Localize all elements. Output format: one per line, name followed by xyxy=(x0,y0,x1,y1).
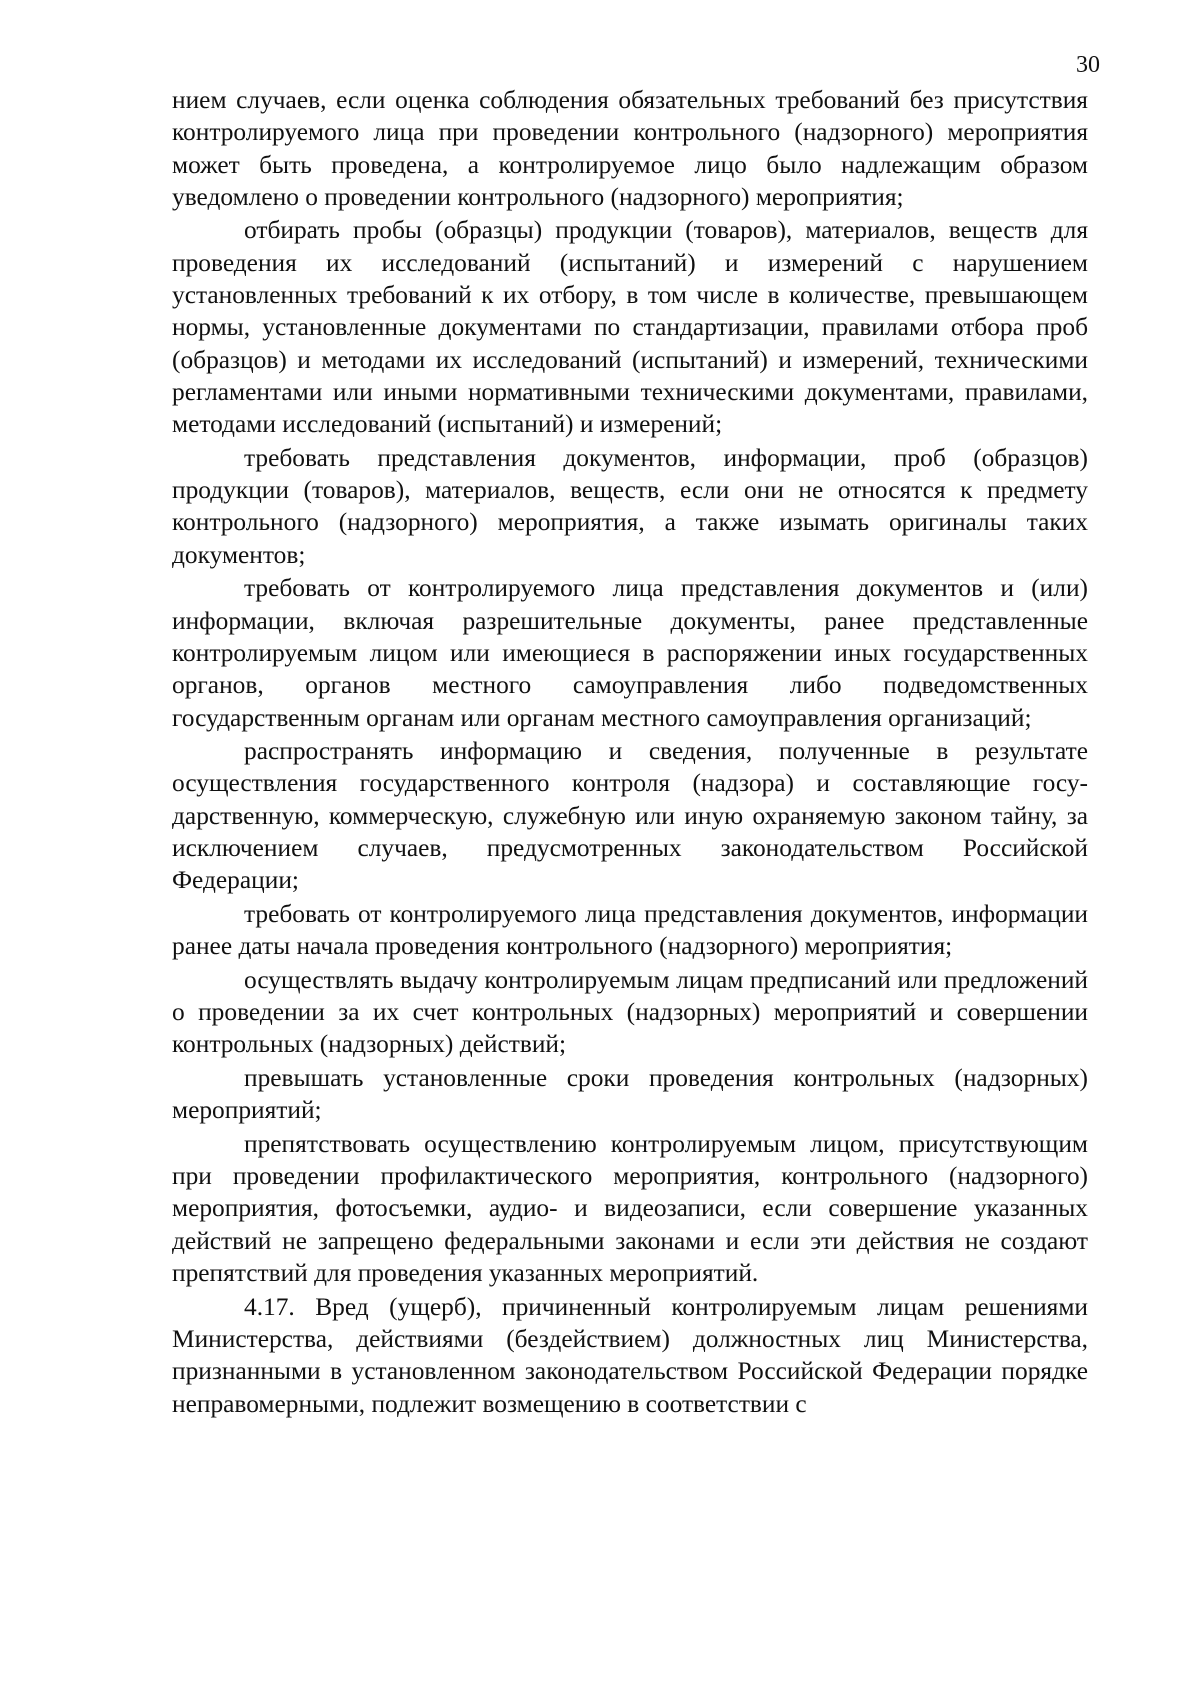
document-body xyxy=(172,84,1088,1421)
paragraph-continuation: нием случаев, если оценка соблюдения обязательных требований без присутствия контролируемого лица при проведении контрольного (надзорного) мероприятия может быть проведена, а контролируемое лицо было надлежащим образом уведомлено о проведении контрольного (надзорного) мероприятия; xyxy=(172,86,1088,211)
paragraph-samples: отбирать пробы (образцы) продукции (товаров), материалов, веществ для проведения их исследований (испытаний) и измерений с нарушением установленных требований к их отбору, в том числе в количестве, превышающем нормы, установленные документами по стандартизации, правилами отбора проб (образцов) и методами их исследований (испытаний) и измерений, техническими регламентами или иными нормативными техническими документами, правилами, методами исследований (испытаний) и измерений; xyxy=(172,216,1088,439)
paragraph-4-17: 4.17. Вред (ущерб), причиненный контролируемым лицам решениями Министерства, действиями (бездействием) должностных лиц Министерства, признанными в установленном законодательством Российской Федерации порядке неправомерными, подлежит возмещению в соответствии с xyxy=(172,1292,1088,1418)
paragraph-documents-request: требовать представления документов, информации, проб (образцов) продукции (товаров), материалов, веществ, если они не относятся к предмету контрольного (надзорного) мероприятия, а также изымать оригиналы таких документов; xyxy=(172,443,1088,569)
paragraph-disclosure: распространять информацию и сведения, полученные в результате осуществления государственного контроля (надзора) и составляющие государственную, коммерческую, служебную или иную охраняемую законом тайну, за исключением случаев, предусмотренных законодательством Российской Федерации; xyxy=(172,737,1088,895)
paragraph-recording: препятствовать осуществлению контролируемым лицом, присутствующим при проведении профилактического мероприятия, контрольного (надзорного) мероприятия, фотосъемки, аудио- и видеозаписи, если совершение указанных действий не запрещено федеральными законами и если эти действия не создают препятствий для проведения указанных мероприятий. xyxy=(172,1129,1088,1288)
page-number: 30 xyxy=(1076,52,1100,78)
paragraph-early-request: требовать от контролируемого лица представления документов, информации ранее даты начала проведения контрольного (надзорного) мероприятия; xyxy=(172,899,1088,961)
paragraph-prescriptions: осуществлять выдачу контролируемым лицам предписаний или предложений о проведении за их счет контрольных (надзорных) мероприятий и совершении контрольных (надзорных) действий; xyxy=(172,965,1088,1059)
paragraph-information-request: требовать от контролируемого лица представления документов и (или) информации, включая разрешительные документы, ранее представленные контролируемым лицом или имеющиеся в распоряжении иных государственных органов, органов местного самоуправления либо подведомственных государственным органам или органам местного самоуправления организаций; xyxy=(172,574,1088,732)
paragraph-deadlines: превышать установленные сроки проведения контрольных (надзорных) мероприятий; xyxy=(172,1063,1088,1125)
